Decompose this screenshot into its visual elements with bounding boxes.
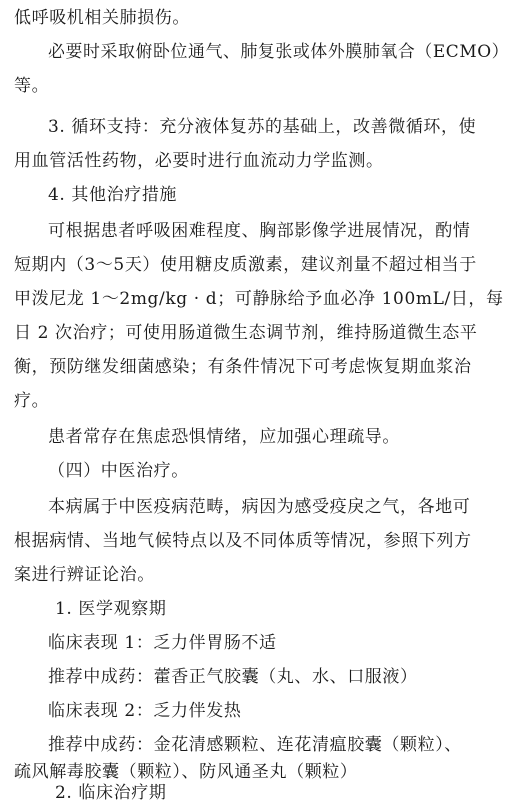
text-line: 必要时采取俯卧位通气、肺复张或体外膜肺氧合（ECMO） xyxy=(48,42,510,62)
text-line: 甲泼尼龙 1～2mg/kg · d；可静脉给予血必净 100mL/日，每 xyxy=(14,289,504,309)
text-line: 根据病情、当地气候特点以及不同体质等情况，参照下列方 xyxy=(14,531,472,551)
section-heading: 2. 临床治疗期 xyxy=(55,783,167,803)
text-line: 推荐中成药：金花清感颗粒、连花清瘟胶囊（颗粒）、 xyxy=(48,735,462,755)
section-heading: 1. 医学观察期 xyxy=(55,599,167,619)
text-line: 疗。 xyxy=(14,391,50,411)
text-line: 日 2 次治疗；可使用肠道微生态调节剂，维持肠道微生态平 xyxy=(14,323,478,343)
text-line: 临床表现 1：乏力伴胃肠不适 xyxy=(48,633,277,653)
text-line: 本病属于中医疫病范畴，病因为感受疫戾之气，各地可 xyxy=(48,497,471,517)
text-line: 低呼吸机相关肺损伤。 xyxy=(14,8,190,28)
text-line: 短期内（3～5天）使用糖皮质激素，建议剂量不超过相当于 xyxy=(14,255,477,275)
section-heading: 4. 其他治疗措施 xyxy=(48,185,178,205)
text-line: 可根据患者呼吸困难程度、胸部影像学进展情况，酌情 xyxy=(48,221,471,241)
text-line: 用血管活性药物，必要时进行血流动力学监测。 xyxy=(14,151,384,171)
text-line: 案进行辨证论治。 xyxy=(14,565,155,585)
text-line: 等。 xyxy=(14,76,50,96)
text-line: 3. 循环支持：充分液体复苏的基础上，改善微循环，使 xyxy=(48,117,477,137)
section-heading: （四）中医治疗。 xyxy=(48,461,189,481)
text-line: 衡，预防继发细菌感染；有条件情况下可考虑恢复期血浆治 xyxy=(14,357,472,377)
text-line: 推荐中成药：藿香正气胶囊（丸、水、口服液） xyxy=(48,667,418,687)
text-line: 临床表现 2：乏力伴发热 xyxy=(48,701,242,721)
text-line: 疏风解毒胶囊（颗粒）、防风通圣丸（颗粒） xyxy=(14,762,358,782)
text-line: 患者常存在焦虑恐惧情绪，应加强心理疏导。 xyxy=(48,427,400,447)
